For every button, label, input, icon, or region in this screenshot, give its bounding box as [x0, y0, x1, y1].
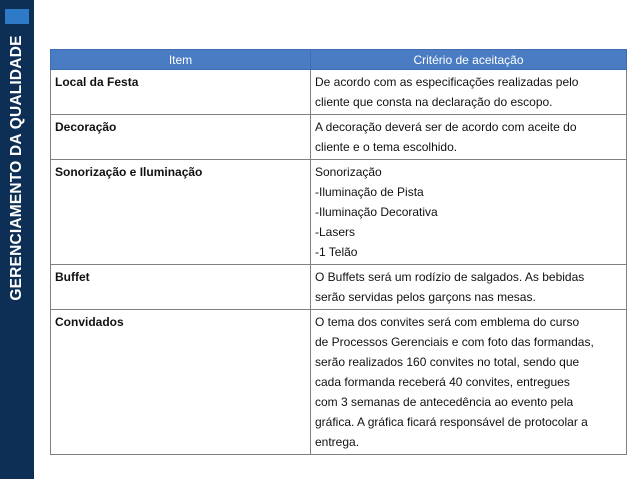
row-criteria	[311, 70, 627, 115]
criteria-line: -Iluminação de Pista	[315, 185, 424, 199]
criteria-line: de Processos Gerenciais e com foto das formandas,	[315, 335, 594, 349]
criteria-line: Sonorização	[315, 165, 382, 179]
criteria-line: -1 Telão	[315, 245, 358, 259]
row-criteria	[311, 310, 627, 455]
row-criteria	[311, 115, 627, 160]
row-item: Sonorização e Iluminação	[51, 160, 311, 265]
row-criteria	[311, 265, 627, 310]
criteria-line: serão realizados 160 convites no total, sendo que	[315, 355, 580, 369]
table-row	[51, 160, 627, 265]
criteria-line: cliente que consta na declaração do escopo.	[315, 95, 553, 109]
criteria-line: O Buffets será um rodízio de salgados. As bebidas	[315, 270, 585, 284]
table-row	[51, 70, 627, 115]
row-item: Decoração	[51, 115, 311, 160]
table-row	[51, 265, 627, 310]
criteria-line: com 3 semanas de antecedência ao evento pela	[315, 395, 574, 409]
criteria-line: cada formanda receberá 40 convites, entregues	[315, 375, 570, 389]
row-item: Buffet	[51, 265, 311, 310]
table-header-row	[51, 50, 627, 70]
criteria-line: cliente e o tema escolhido.	[315, 140, 458, 154]
criteria-line: A decoração deverá ser de acordo com aceite do	[315, 120, 577, 134]
criteria-line: -Iluminação Decorativa	[315, 205, 438, 219]
table-row	[51, 310, 627, 455]
header-item: Item	[51, 50, 311, 70]
row-item: Convidados	[51, 310, 311, 455]
table-row	[51, 115, 627, 160]
acceptance-criteria-table	[50, 49, 627, 455]
criteria-line: De acordo com as especificações realizadas pelo	[315, 75, 579, 89]
side-accent-block	[5, 9, 29, 24]
side-bar	[0, 0, 34, 479]
side-title: GERENCIAMENTO DA QUALIDADE	[8, 35, 25, 301]
criteria-line: entrega.	[315, 435, 360, 449]
row-item: Local da Festa	[51, 70, 311, 115]
criteria-line: -Lasers	[315, 225, 356, 239]
criteria-line: O tema dos convites será com emblema do curso	[315, 315, 580, 329]
header-criteria: Critério de aceitação	[311, 50, 627, 70]
criteria-line: gráfica. A gráfica ficará responsável de protocolar a	[315, 415, 588, 429]
row-criteria	[311, 160, 627, 265]
criteria-line: serão servidas pelos garçons nas mesas.	[315, 290, 536, 304]
